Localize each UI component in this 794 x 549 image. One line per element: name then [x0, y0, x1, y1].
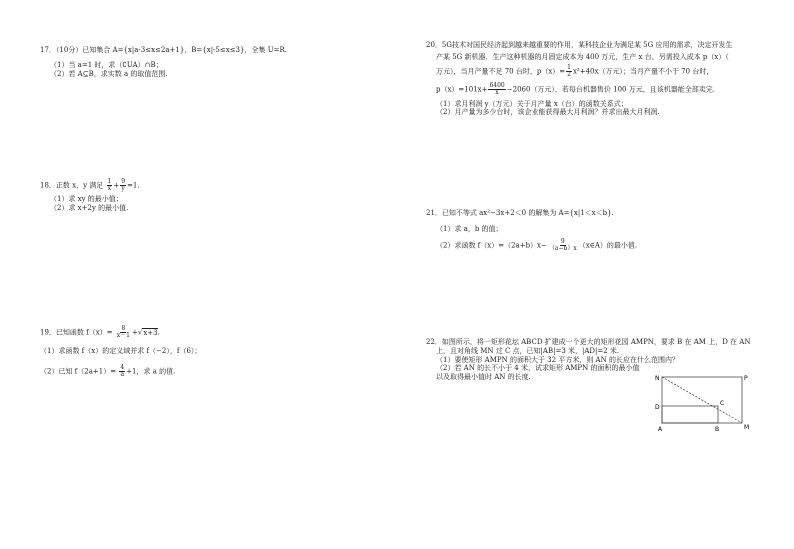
q20-l4-num: 6400 — [489, 81, 505, 89]
q20-line1: 20．5G技术对国民经济起到越来越重要的作用，某科技企业为满足某 5G 应用的需求，决定开发生 — [426, 41, 733, 49]
q21-part2-a: （2）求函数 f（x）=（2a+b）x− — [436, 241, 547, 249]
q18-prefix: 18．正数 x，y 满足 — [40, 181, 104, 190]
label-C: C — [720, 400, 725, 407]
q19-sqrt: x+3 — [143, 328, 158, 337]
q17-part1: （1）当 a=1 时，求（∁UA）∩B； — [50, 60, 163, 69]
q20-line3-fraction — [566, 65, 572, 78]
question-21 — [426, 209, 637, 252]
q21-part2 — [436, 239, 637, 252]
q21-part1: （1）求 a，b 的值； — [436, 224, 503, 233]
q22-part2-cont: 以及取得最小值时 AN 的长度. — [436, 373, 531, 381]
q20-line4 — [426, 83, 732, 96]
q18-f2-den: y — [121, 185, 125, 192]
q18-plus: + — [113, 181, 120, 190]
q19-plus: + — [131, 328, 138, 337]
question-19 — [40, 326, 201, 378]
q20-part1: （1）求月利润 y（万元）关于月产量 x（台）的函数关系式； — [436, 99, 628, 108]
q19-title: 19．已知函数 f（x）= $\frac{8}{x-1}$ +√x+3. — [40, 325, 160, 339]
q17-title: 17．（10分）已知集合 A={x|a-3≤x≤2a+1}，B={x|-5≤x≤3}，全集 U=R. — [40, 46, 287, 54]
label-P: P — [744, 375, 748, 382]
q18-fraction-2 — [120, 179, 126, 192]
q19-prefix: 19．已知函数 f（x）= — [40, 328, 113, 337]
q19-part2-fraction — [119, 365, 125, 378]
q18-part2: （2）求 x+2y 的最小值. — [50, 203, 129, 212]
q19-part2-suffix: +1，求 a 的值. — [126, 367, 176, 376]
q19-p2-den: a — [120, 370, 125, 378]
q21-part2-b: （x∈A）的最小值. — [578, 241, 638, 249]
q18-f1-num: 1 — [107, 178, 112, 185]
q21-title: 21．已知不等式 ax²−3x+2＜0 的解集为 A={x|1＜x＜b}. — [426, 209, 614, 217]
label-M: M — [744, 424, 750, 431]
q18-title — [40, 179, 140, 192]
q20-line2: 产某 5G 新机器．生产这种机器的月固定成本为 400 万元，生产 x 台，另需投入成本 p（x）（ — [436, 52, 729, 61]
q20-part2: （2）月产量为多少台时，该企业能获得最大月利润？并求出最大月利润. — [436, 108, 660, 117]
q22-line1: 22．如图所示，将一矩形花坛 ABCD 扩建成一个更大的矩形花园 AMPN，要求 B 在 AM 上，D 在 AN — [426, 338, 751, 346]
q20-line4-fraction — [488, 83, 505, 96]
q22-part2: （2）若 AN 的长不小于 4 米，试求矩形 AMPN 的面积的最小值 — [436, 364, 640, 373]
question-17 — [40, 46, 287, 78]
label-A: A — [658, 426, 663, 433]
q18-suffix: =1. — [127, 181, 140, 190]
q19-part1: （1）求函数 f（x）的定义域并求 f（−2），f（6）； — [40, 347, 202, 355]
q18-fraction-1 — [107, 179, 113, 192]
q17-part2: （2）若 A⊆B，求实数 a 的取值范围. — [50, 69, 168, 78]
question-20 — [426, 41, 732, 117]
q19-part2-prefix: （2）已知 f（2a+1）= — [40, 367, 117, 376]
q19-part2 — [40, 365, 201, 378]
q18-part1: （1）求 xy 的最小值； — [50, 195, 123, 203]
q20-line3-a: 万元），当月产量不足 70 台时，p（x）= — [436, 67, 566, 75]
rect-ABCD — [662, 406, 718, 423]
label-N: N — [655, 375, 660, 382]
label-D: D — [655, 404, 660, 411]
q18-f1-den: x — [107, 185, 112, 192]
q20-l4-den: x — [495, 88, 499, 96]
q22-part1: （1）要使矩形 AMPN 的面积大于 32 平方米，则 AN 的长应在什么范围内？ — [436, 355, 679, 364]
label-B: B — [715, 426, 720, 433]
diagonal-MN — [662, 377, 742, 423]
q22-line2: 上，且对角线 MN 过 C 点，已知|AB|=3 米，|AD|=2 米. — [436, 346, 620, 355]
q19-fraction — [116, 326, 131, 339]
question-18 — [40, 179, 140, 213]
q19-dot: . — [157, 328, 160, 337]
q18-f2-num: 9 — [121, 178, 126, 185]
q20-line4-a: p（x）=101x+ — [436, 85, 488, 93]
q20-line3-b: x²+40x（万元）；当月产量不小于 70 台时， — [572, 67, 714, 75]
q19-p2-num: 4 — [120, 363, 125, 371]
q20-line4-b: −2060（万元），若每台机器售价 100 万元，且该机器能全部卖完. — [506, 85, 715, 93]
q19-f-den: x－1 — [116, 332, 130, 339]
q20-l3-den: 2 — [567, 70, 571, 78]
q21-p2-den: （a−b）x — [548, 244, 577, 252]
q22-diagram — [652, 373, 756, 433]
q21-p2-num: 9 — [560, 237, 565, 245]
q20-line3 — [426, 65, 732, 78]
q20-l3-num: 1 — [567, 63, 571, 71]
q21-part2-fraction — [548, 239, 578, 252]
q19-f-num: 8 — [121, 325, 126, 332]
